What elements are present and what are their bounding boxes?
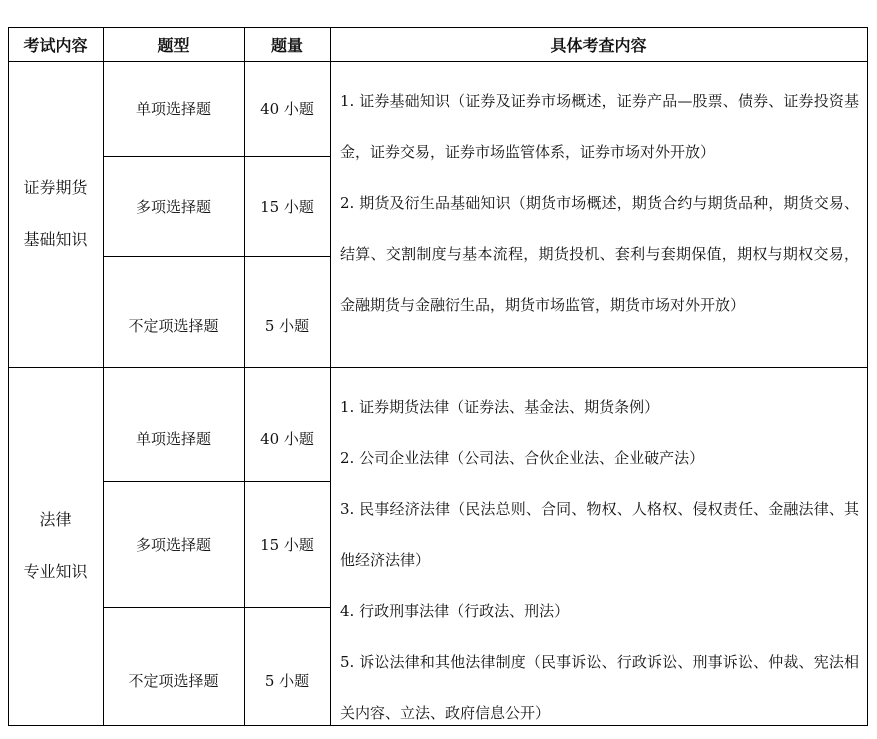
category-line: 基础知识 — [23, 230, 88, 249]
content-item: 1. 证券期货法律（证券法、基金法、期货条例） — [340, 398, 660, 416]
content-item: 4. 行政刑事法律（行政法、刑法） — [340, 602, 570, 620]
question-count-cell: 5 小题 — [264, 671, 310, 690]
question-type-cell: 不定项选择题 — [128, 317, 219, 335]
question-type-cell: 多项选择题 — [135, 197, 211, 216]
category-law-professional — [8, 367, 103, 725]
header-exam-content: 考试内容 — [23, 35, 88, 55]
question-count-cell: 15 小题 — [260, 535, 314, 554]
question-type-cell: 单项选择题 — [135, 100, 211, 118]
question-count-cell: 15 小题 — [260, 197, 314, 216]
table-right-border — [867, 27, 868, 726]
question-type-cell: 多项选择题 — [135, 535, 211, 554]
section-content-list — [340, 382, 859, 739]
question-count-cell: 40 小题 — [260, 429, 314, 448]
column-divider — [330, 27, 331, 726]
header-question-count: 题量 — [270, 35, 303, 55]
content-item: 2. 期货及衍生品基础知识（期货市场概述，期货合约与期货品种，期货交易、结算、交割制度与基本流程，期货投机、套利与套期保值，期权与期权交易，金融期货与金融衍生品，期货市场监管，期货市场对外开放） — [340, 194, 859, 314]
content-item: 1. 证券基础知识（证券及证券市场概述，证券产品—股票、债券、证券投资基金，证券交易，证券市场监管体系，证券市场对外开放） — [340, 92, 859, 161]
question-type-cell: 单项选择题 — [135, 429, 211, 448]
content-item: 2. 公司企业法律（公司法、合伙企业法、企业破产法） — [340, 449, 705, 467]
header-question-type: 题型 — [157, 35, 190, 55]
question-count-cell: 40 小题 — [260, 100, 314, 118]
question-count-cell: 5 小题 — [264, 317, 310, 335]
category-line: 专业知识 — [23, 562, 88, 581]
question-type-cell: 不定项选择题 — [128, 671, 219, 690]
content-item: 3. 民事经济法律（民法总则、合同、物权、人格权、侵权责任、金融法律、其他经济法律） — [340, 500, 859, 569]
content-item: 5. 诉讼法律和其他法律制度（民事诉讼、行政诉讼、刑事诉讼、仲裁、宪法相关内容、立法、政府信息公开） — [340, 653, 859, 722]
header-detailed-content: 具体考查内容 — [550, 35, 647, 55]
category-line: 证券期货 — [23, 178, 88, 197]
category-line: 法律 — [39, 510, 72, 529]
category-securities-futures-basics — [8, 61, 103, 367]
section-content-list — [340, 76, 859, 331]
